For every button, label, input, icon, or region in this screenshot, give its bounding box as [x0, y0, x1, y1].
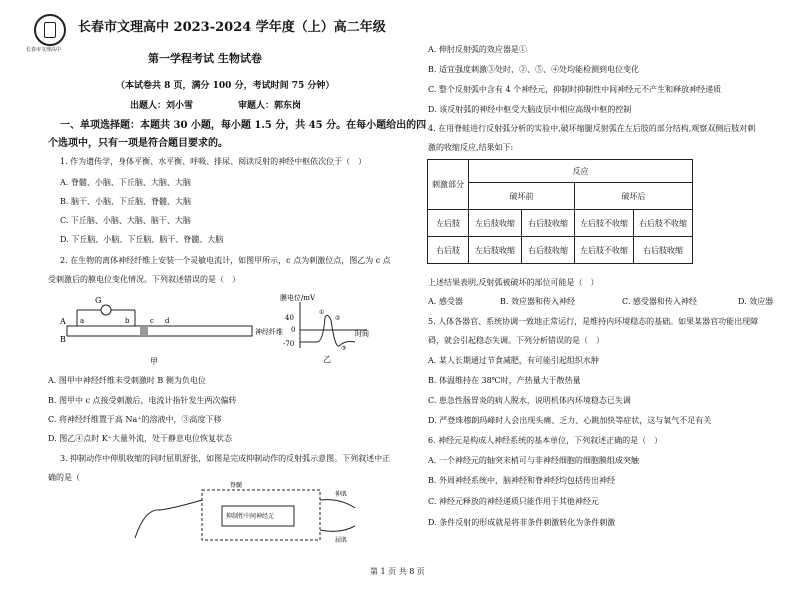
- q4-stem-cont: 激的收缩反应,结果如下:: [428, 143, 514, 152]
- q1-stem: 1. 作为遗传学，身体平衡、水平衡、呼吸、排尿、阅读反射的神经中枢依次位于（ ）: [60, 157, 367, 166]
- tick-40: 40: [285, 314, 294, 322]
- section-heading-cont: 个选项中，只有一项是符合题目要求的。: [48, 138, 228, 149]
- exam-title: 长春市文理高中 2023-2024 学年度（上）高二年级: [78, 20, 386, 35]
- tick-70: -70: [283, 340, 295, 348]
- exam-subtitle: 第一学程考试 生物试卷: [148, 52, 262, 65]
- q2-stem-cont: 受刺激后的膜电位变化情况。下列叙述错误的是（ ）: [48, 275, 240, 284]
- q4-option-c: C. 感受器和传入神经: [622, 297, 697, 306]
- table-cell: 左后肢收缩: [469, 210, 522, 237]
- table-cell: 右后肢收缩: [634, 237, 693, 264]
- q6-option-b: B. 外周神经系统中，脑神经和脊神经均包括传出神经: [428, 476, 615, 485]
- author: 出题人：刘小雪: [130, 101, 194, 111]
- stimulus-region: [140, 326, 148, 336]
- q4-option-d: D. 效应器: [738, 297, 774, 306]
- q4-after: 上述结果表明,反射弧被破坏的部位可能是（ ）: [428, 278, 599, 287]
- label-interneuron: 抑制性中间神经元: [226, 513, 275, 520]
- ylabel: 膜电位/mV: [280, 294, 316, 302]
- q4-results-table: [427, 159, 693, 264]
- q2-option-b: B. 图甲中 c 点接受刺激后，电流计指针发生两次偏转: [48, 396, 237, 405]
- table-col-header: 刺激部分: [428, 160, 469, 210]
- table-cell: 左后肢不收缩: [575, 237, 634, 264]
- q5-option-a: A. 某人长期通过节食减肥，有可能引起组织水肿: [428, 356, 599, 365]
- table-cell: 右后肢不收缩: [634, 210, 693, 237]
- school-logo-icon: [34, 14, 66, 46]
- mark-1: ①: [319, 309, 325, 316]
- table-cell: 左后肢: [428, 210, 469, 237]
- table-cell: 左后肢不收缩: [575, 210, 634, 237]
- label-d: d: [165, 317, 170, 325]
- table-before: 破坏前: [469, 183, 575, 210]
- table-cell: 左后肢收缩: [469, 237, 522, 264]
- label-extensor: 伸肌: [335, 491, 348, 498]
- exam-info: （本试卷共 8 页，满分 100 分，考试时间 75 分钟）: [116, 81, 335, 91]
- q2-figures: [55, 290, 385, 370]
- reviewer: 审题人：郭东岗: [238, 101, 302, 111]
- q2-option-c: C. 将神经纤维置于高 Na⁺的溶液中，③高度下移: [48, 415, 222, 424]
- label-a: a: [80, 317, 85, 325]
- q6-stem: 6. 神经元是构成人神经系统的基本单位，下列叙述正确的是（ ）: [428, 436, 663, 445]
- table-reaction: 反应: [469, 160, 693, 183]
- tick-0: 0: [291, 326, 296, 334]
- q6-option-d: D. 条件反射的形成就是将非条件刺激转化为条件刺激: [428, 518, 616, 527]
- mark-3: ③: [341, 345, 347, 352]
- q3-reflex-figure: [130, 478, 370, 548]
- q2-stem: 2. 在生物的离体神经纤维上安装一个灵敏电流计，如图甲所示，c 点为刺激位点，图乙为 c 点: [60, 256, 391, 265]
- q3-option-d: D. 该反射弧的神经中枢受大脑皮层中相应高级中枢的控制: [428, 105, 632, 114]
- section-heading: 一、单项选择题：本题共 30 小题，每小题 1.5 分，共 45 分。在每小题给出的四: [60, 120, 427, 131]
- galvanometer-icon: [101, 305, 111, 315]
- q4-stem: 4. 在用脊蛙进行反射弧分析的实验中,破坏缩腿反射弧在左后肢的部分结构,观察双侧后肢对刺: [428, 124, 756, 133]
- potential-curve: [300, 315, 355, 346]
- q5-option-c: C. 患急性肠胃炎的病人脱水，说明机体内环境稳态已失调: [428, 396, 631, 405]
- label-c: c: [150, 317, 154, 325]
- table-cell: 右后肢: [428, 237, 469, 264]
- q5-stem-cont: 碍，就会引起稳态失调。下列分析错误的是（ ）: [428, 336, 604, 345]
- logo-text: 长春市文理高中: [26, 47, 62, 53]
- q6-option-a: A. 一个神经元的轴突末梢可与非神经细胞的细胞膜组成突触: [428, 456, 639, 465]
- q1-option-d: D. 下丘脑、小脑、下丘脑、脑干、脊髓、大脑: [60, 235, 224, 244]
- q2-option-a: A. 图甲中神经纤维未受刺激时 B 侧为负电位: [48, 376, 206, 385]
- q4-option-a: A. 感受器: [428, 297, 463, 306]
- q5-stem: 5. 人体各器官、系统协调一致地正常运行，是维持内环境稳态的基础。如果某器官功能出现障: [428, 317, 759, 326]
- page-number: 第 1 页 共 8 页: [370, 567, 425, 576]
- label-flexor: 屈肌: [335, 537, 348, 544]
- q1-option-c: C. 下丘脑、小脑、大脑、脑干、大脑: [60, 216, 191, 225]
- fig-label-yi: 乙: [323, 355, 331, 364]
- fig-label-jia: 甲: [150, 357, 158, 366]
- q5-option-b: B. 体温维持在 38℃时，产热量大于散热量: [428, 376, 581, 385]
- q5-option-d: D. 严登珠穆朗玛峰时人会出现头痛、乏力、心跳加快等症状，这与氧气不足有关: [428, 416, 712, 425]
- q2-option-d: D. 图乙④点时 K⁺大量外流，处于静息电位恢复状态: [48, 434, 232, 443]
- mark-2: ②: [335, 315, 341, 322]
- q1-option-b: B. 脑干、小脑、下丘脑、脊髓、大脑: [60, 197, 191, 206]
- q3-option-a: A. 伸肘反射弧的效应器是①: [428, 45, 527, 54]
- nerve-fiber: [67, 326, 252, 336]
- table-cell: 右后肢收缩: [522, 237, 575, 264]
- label-A: A: [60, 317, 66, 326]
- q3-option-b: B. 适宜强度刺激③处时，②、⑤、④处均能检测到电位变化: [428, 65, 639, 74]
- label-B: B: [60, 335, 66, 344]
- q6-option-c: C. 神经元释放的神经递质只能作用于其他神经元: [428, 497, 599, 506]
- label-spinal-cord: 脊髓: [230, 482, 243, 489]
- q3-stem-cont: 确的是（: [48, 473, 80, 482]
- q1-option-a: A. 脊髓、小脑、下丘脑、大脑、大脑: [60, 178, 191, 187]
- table-after: 破坏后: [575, 183, 693, 210]
- label-b: b: [125, 317, 130, 325]
- label-G: G: [95, 296, 102, 305]
- q3-option-c: C. 整个反射弧中含有 4 个神经元，抑制时抑制性中间神经元不产生和释放神经递质: [428, 85, 722, 94]
- q3-stem: 3. 抑制动作中伸肌收缩的同时屈肌舒张，如图是完成抑制动作的反射弧示意图。下列叙述中正: [60, 454, 391, 463]
- fiber-label: 神经纤维: [255, 328, 283, 336]
- xlabel: 时间: [355, 330, 369, 338]
- table-cell: 右后肢收缩: [522, 210, 575, 237]
- q4-option-b: B. 效应器和传入神经: [500, 297, 575, 306]
